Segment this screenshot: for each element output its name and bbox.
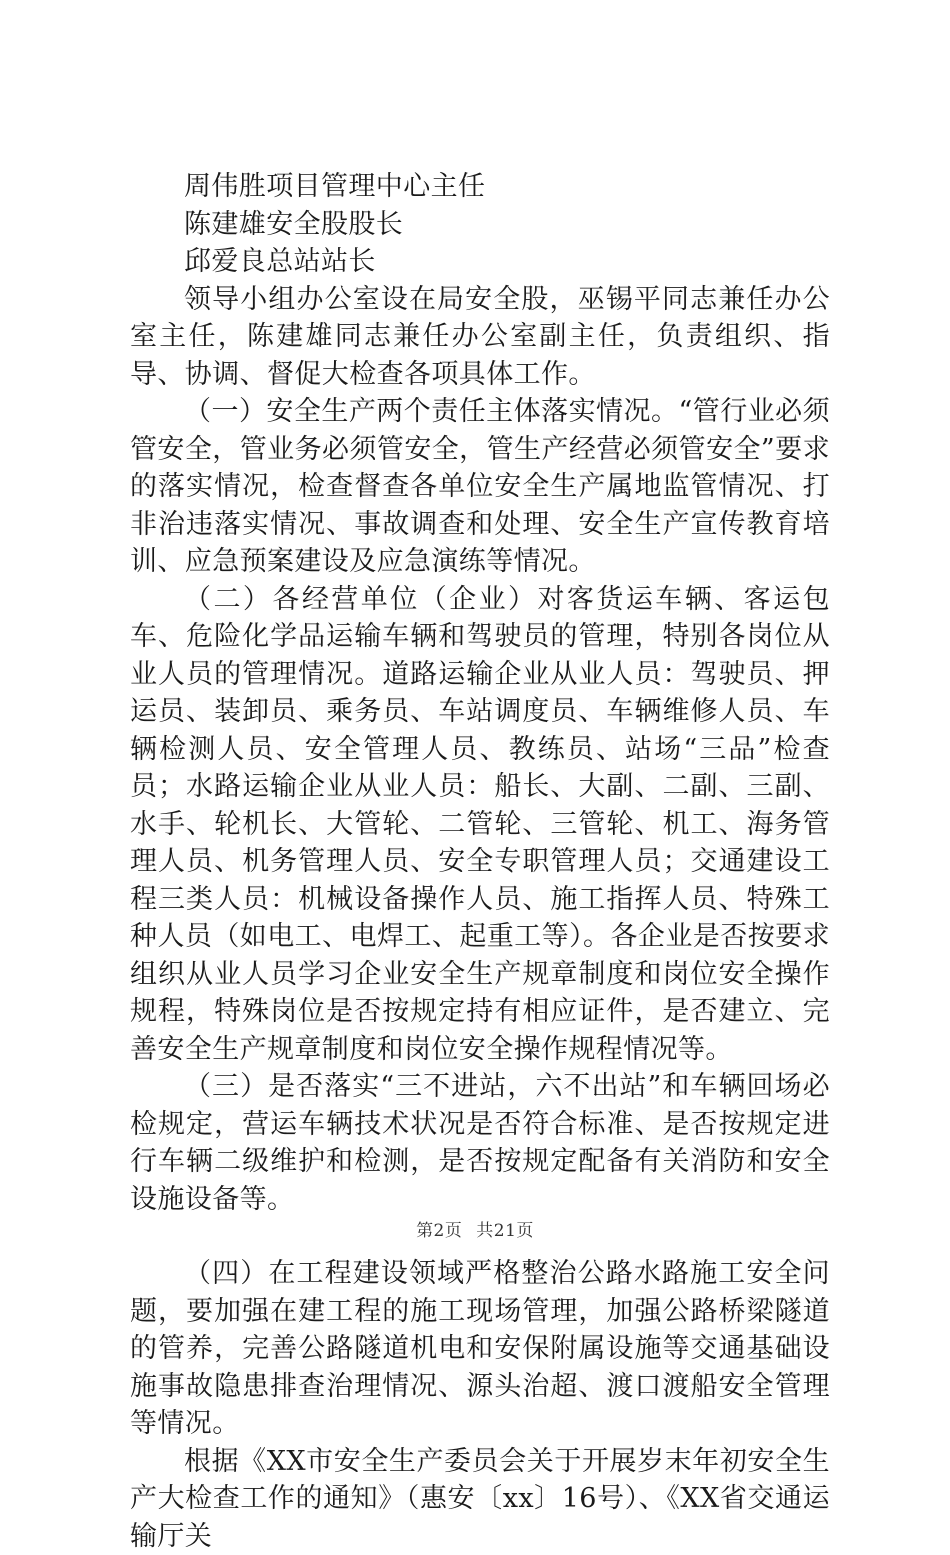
member-line-2: 陈建雄安全股股长 — [130, 206, 830, 244]
document-body — [130, 168, 830, 1555]
office-paragraph: 领导小组办公室设在局安全股，巫锡平同志兼任办公室主任，陈建雄同志兼任办公室副主任，负责组织、指导、协调、督促大检查各项具体工作。 — [130, 281, 830, 394]
basis-paragraph: 根据《XX市安全生产委员会关于开展岁末年初安全生产大检查工作的通知》（惠安〔xx〕16号）、《XX省交通运输厅关 — [130, 1443, 830, 1555]
page-footer — [0, 1216, 950, 1241]
item-three-paragraph: （三）是否落实“三不进站，六不出站”和车辆回场必检规定，营运车辆技术状况是否符合标准、是否按规定进行车辆二级维护和检测，是否按规定配备有关消防和安全设施设备等。 — [130, 1068, 830, 1218]
item-one-paragraph: （一）安全生产两个责任主体落实情况。“管行业必须管安全，管业务必须管安全，管生产经营必须管安全”要求的落实情况，检查督查各单位安全生产属地监管情况、打非治违落实情况、事故调查和处理、安全生产宣传教育培训、应急预案建设及应急演练等情况。 — [130, 393, 830, 581]
member-line-3: 邱爱良总站站长 — [130, 243, 830, 281]
item-four-paragraph: （四）在工程建设领域严格整治公路水路施工安全问题，要加强在建工程的施工现场管理，加强公路桥梁隧道的管养，完善公路隧道机电和安保附属设施等交通基础设施事故隐患排查治理情况、源头治超、渡口渡船安全管理等情况。 — [130, 1255, 830, 1443]
page-number: 第2页 — [416, 1221, 462, 1241]
member-line-1: 周伟胜项目管理中心主任 — [130, 168, 830, 206]
item-two-paragraph: （二）各经营单位（企业）对客货运车辆、客运包车、危险化学品运输车辆和驾驶员的管理，特别各岗位从业人员的管理情况。道路运输企业从业人员：驾驶员、押运员、装卸员、乘务员、车站调度员、车辆维修人员、车辆检测人员、安全管理人员、教练员、站场“三品”检查员；水路运输企业从业人员：船长、大副、二副、三副、水手、轮机长、大管轮、二管轮、三管轮、机工、海务管理人员、机务管理人员、安全专职管理人员；交通建设工程三类人员：机械设备操作人员、施工指挥人员、特殊工种人员（如电工、电焊工、起重工等）。各企业是否按要求组织从业人员学习企业安全生产规章制度和岗位安全操作规程，特殊岗位是否按规定持有相应证件，是否建立、完善安全生产规章制度和岗位安全操作规程情况等。 — [130, 581, 830, 1069]
page-total: 共21页 — [476, 1221, 534, 1241]
